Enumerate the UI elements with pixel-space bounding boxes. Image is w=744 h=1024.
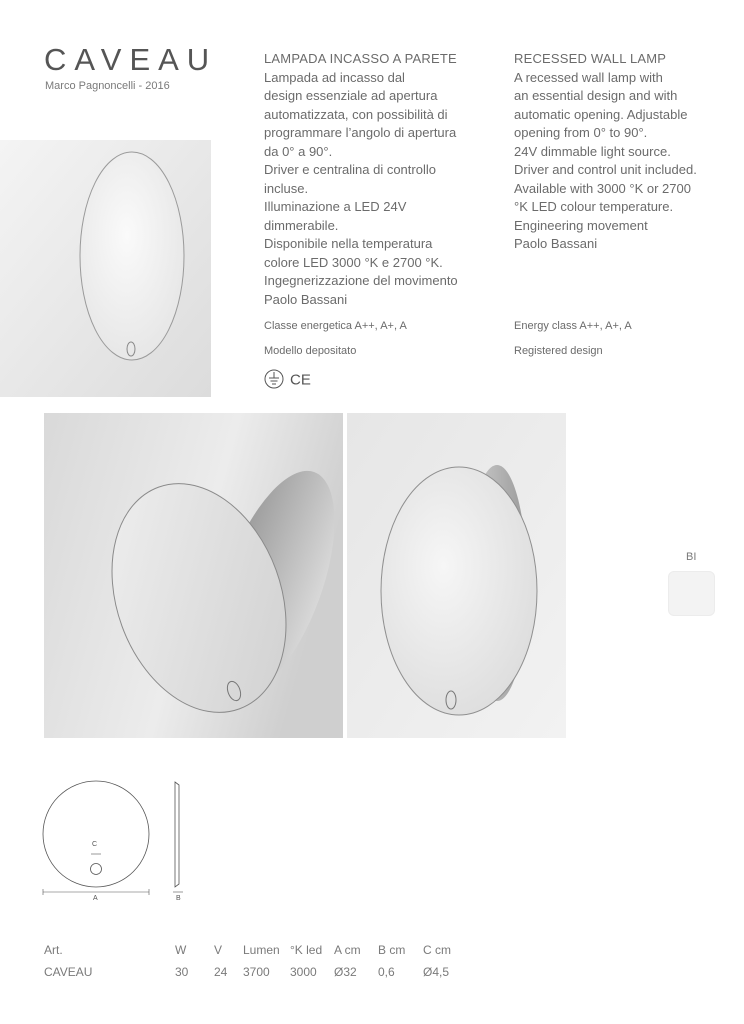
italian-energy-class: Classe energetica A++, A+, A bbox=[264, 320, 407, 332]
dimension-label-b: B bbox=[176, 895, 181, 902]
description-line: dimmerabile. bbox=[264, 217, 339, 233]
description-line: Driver e centralina di controllo bbox=[264, 162, 436, 177]
description-line: °K LED colour temperature. bbox=[514, 199, 674, 214]
spec-cell-v: 24 bbox=[214, 965, 228, 979]
description-line: opening from 0° to 90°. bbox=[514, 125, 648, 140]
spec-header-art: Art. bbox=[44, 943, 63, 957]
spec-header-b: B cm bbox=[378, 943, 406, 957]
description-line: Illuminazione a LED 24V bbox=[264, 199, 407, 214]
side-view-drawing bbox=[173, 782, 183, 892]
english-energy-class: Energy class A++, A+, A bbox=[514, 320, 632, 332]
spec-header-lumen: Lumen bbox=[243, 943, 280, 957]
english-description bbox=[514, 50, 734, 254]
spec-cell-a: Ø32 bbox=[334, 965, 357, 979]
designer-credit: Marco Pagnoncelli - 2016 bbox=[45, 80, 170, 92]
product-photo-open-angle bbox=[44, 413, 343, 738]
description-line: automatizzata, con possibilità di bbox=[264, 106, 448, 122]
spec-cell-w: 30 bbox=[175, 965, 189, 979]
description-line: da 0° a 90°. bbox=[264, 143, 333, 159]
front-view-drawing bbox=[43, 781, 149, 895]
description-line: 24V dimmable light source. bbox=[514, 143, 671, 159]
italian-description bbox=[264, 50, 494, 309]
dimension-label-a: A bbox=[93, 895, 98, 902]
spec-cell-b: 0,6 bbox=[378, 965, 395, 979]
spec-header-v: V bbox=[214, 943, 223, 957]
english-heading: RECESSED WALL LAMP bbox=[514, 51, 667, 66]
description-line: colore LED 3000 °K e 2700 °K. bbox=[264, 254, 443, 270]
english-body bbox=[514, 69, 734, 254]
description-line: Paolo Bassani bbox=[264, 291, 348, 307]
spec-table-header-row bbox=[44, 939, 463, 961]
italian-heading: LAMPADA INCASSO A PARETE bbox=[264, 51, 457, 66]
description-line: an essential design and with bbox=[514, 88, 678, 103]
certification-icons bbox=[264, 368, 324, 390]
finish-label: BI bbox=[686, 551, 697, 563]
description-line: Engineering movement bbox=[514, 217, 648, 233]
description-line: incluse. bbox=[264, 180, 309, 196]
description-line: Paolo Bassani bbox=[514, 236, 598, 251]
description-line: programmare l’angolo di apertura bbox=[264, 125, 457, 140]
ce-mark-icon: CE bbox=[290, 371, 311, 389]
description-line: Ingegnerizzazione del movimento bbox=[264, 273, 458, 288]
ground-symbol-icon bbox=[265, 370, 283, 388]
product-photo-open-front bbox=[347, 413, 566, 738]
product-title: CAVEAU bbox=[44, 42, 218, 77]
description-line: Driver and control unit included. bbox=[514, 162, 697, 177]
description-line: Lampada ad incasso dal bbox=[264, 69, 405, 85]
description-line: A recessed wall lamp with bbox=[514, 69, 663, 85]
description-line: Disponibile nella temperatura bbox=[264, 236, 433, 251]
italian-body bbox=[264, 69, 494, 310]
finish-swatch-white[interactable] bbox=[668, 571, 715, 616]
spec-cell-c: Ø4,5 bbox=[423, 965, 450, 979]
dimension-label-c: C bbox=[92, 841, 98, 848]
italian-registered: Modello depositato bbox=[264, 345, 357, 357]
spec-header-w: W bbox=[175, 943, 187, 957]
product-photo-closed bbox=[0, 140, 211, 397]
spec-header-a: A cm bbox=[334, 943, 361, 957]
description-line: automatic opening. Adjustable bbox=[514, 106, 688, 122]
spec-cell-art: CAVEAU bbox=[44, 965, 93, 979]
technical-drawing bbox=[40, 778, 200, 908]
spec-header-kelvin: °K led bbox=[290, 943, 323, 957]
description-line: Available with 3000 °K or 2700 bbox=[514, 180, 691, 196]
table-row bbox=[44, 961, 463, 983]
spec-table bbox=[44, 939, 463, 983]
spec-header-c: C cm bbox=[423, 943, 451, 957]
english-registered: Registered design bbox=[514, 345, 603, 357]
description-line: design essenziale ad apertura bbox=[264, 88, 438, 103]
spec-cell-kelvin: 3000 bbox=[290, 965, 317, 979]
spec-cell-lumen: 3700 bbox=[243, 965, 270, 979]
